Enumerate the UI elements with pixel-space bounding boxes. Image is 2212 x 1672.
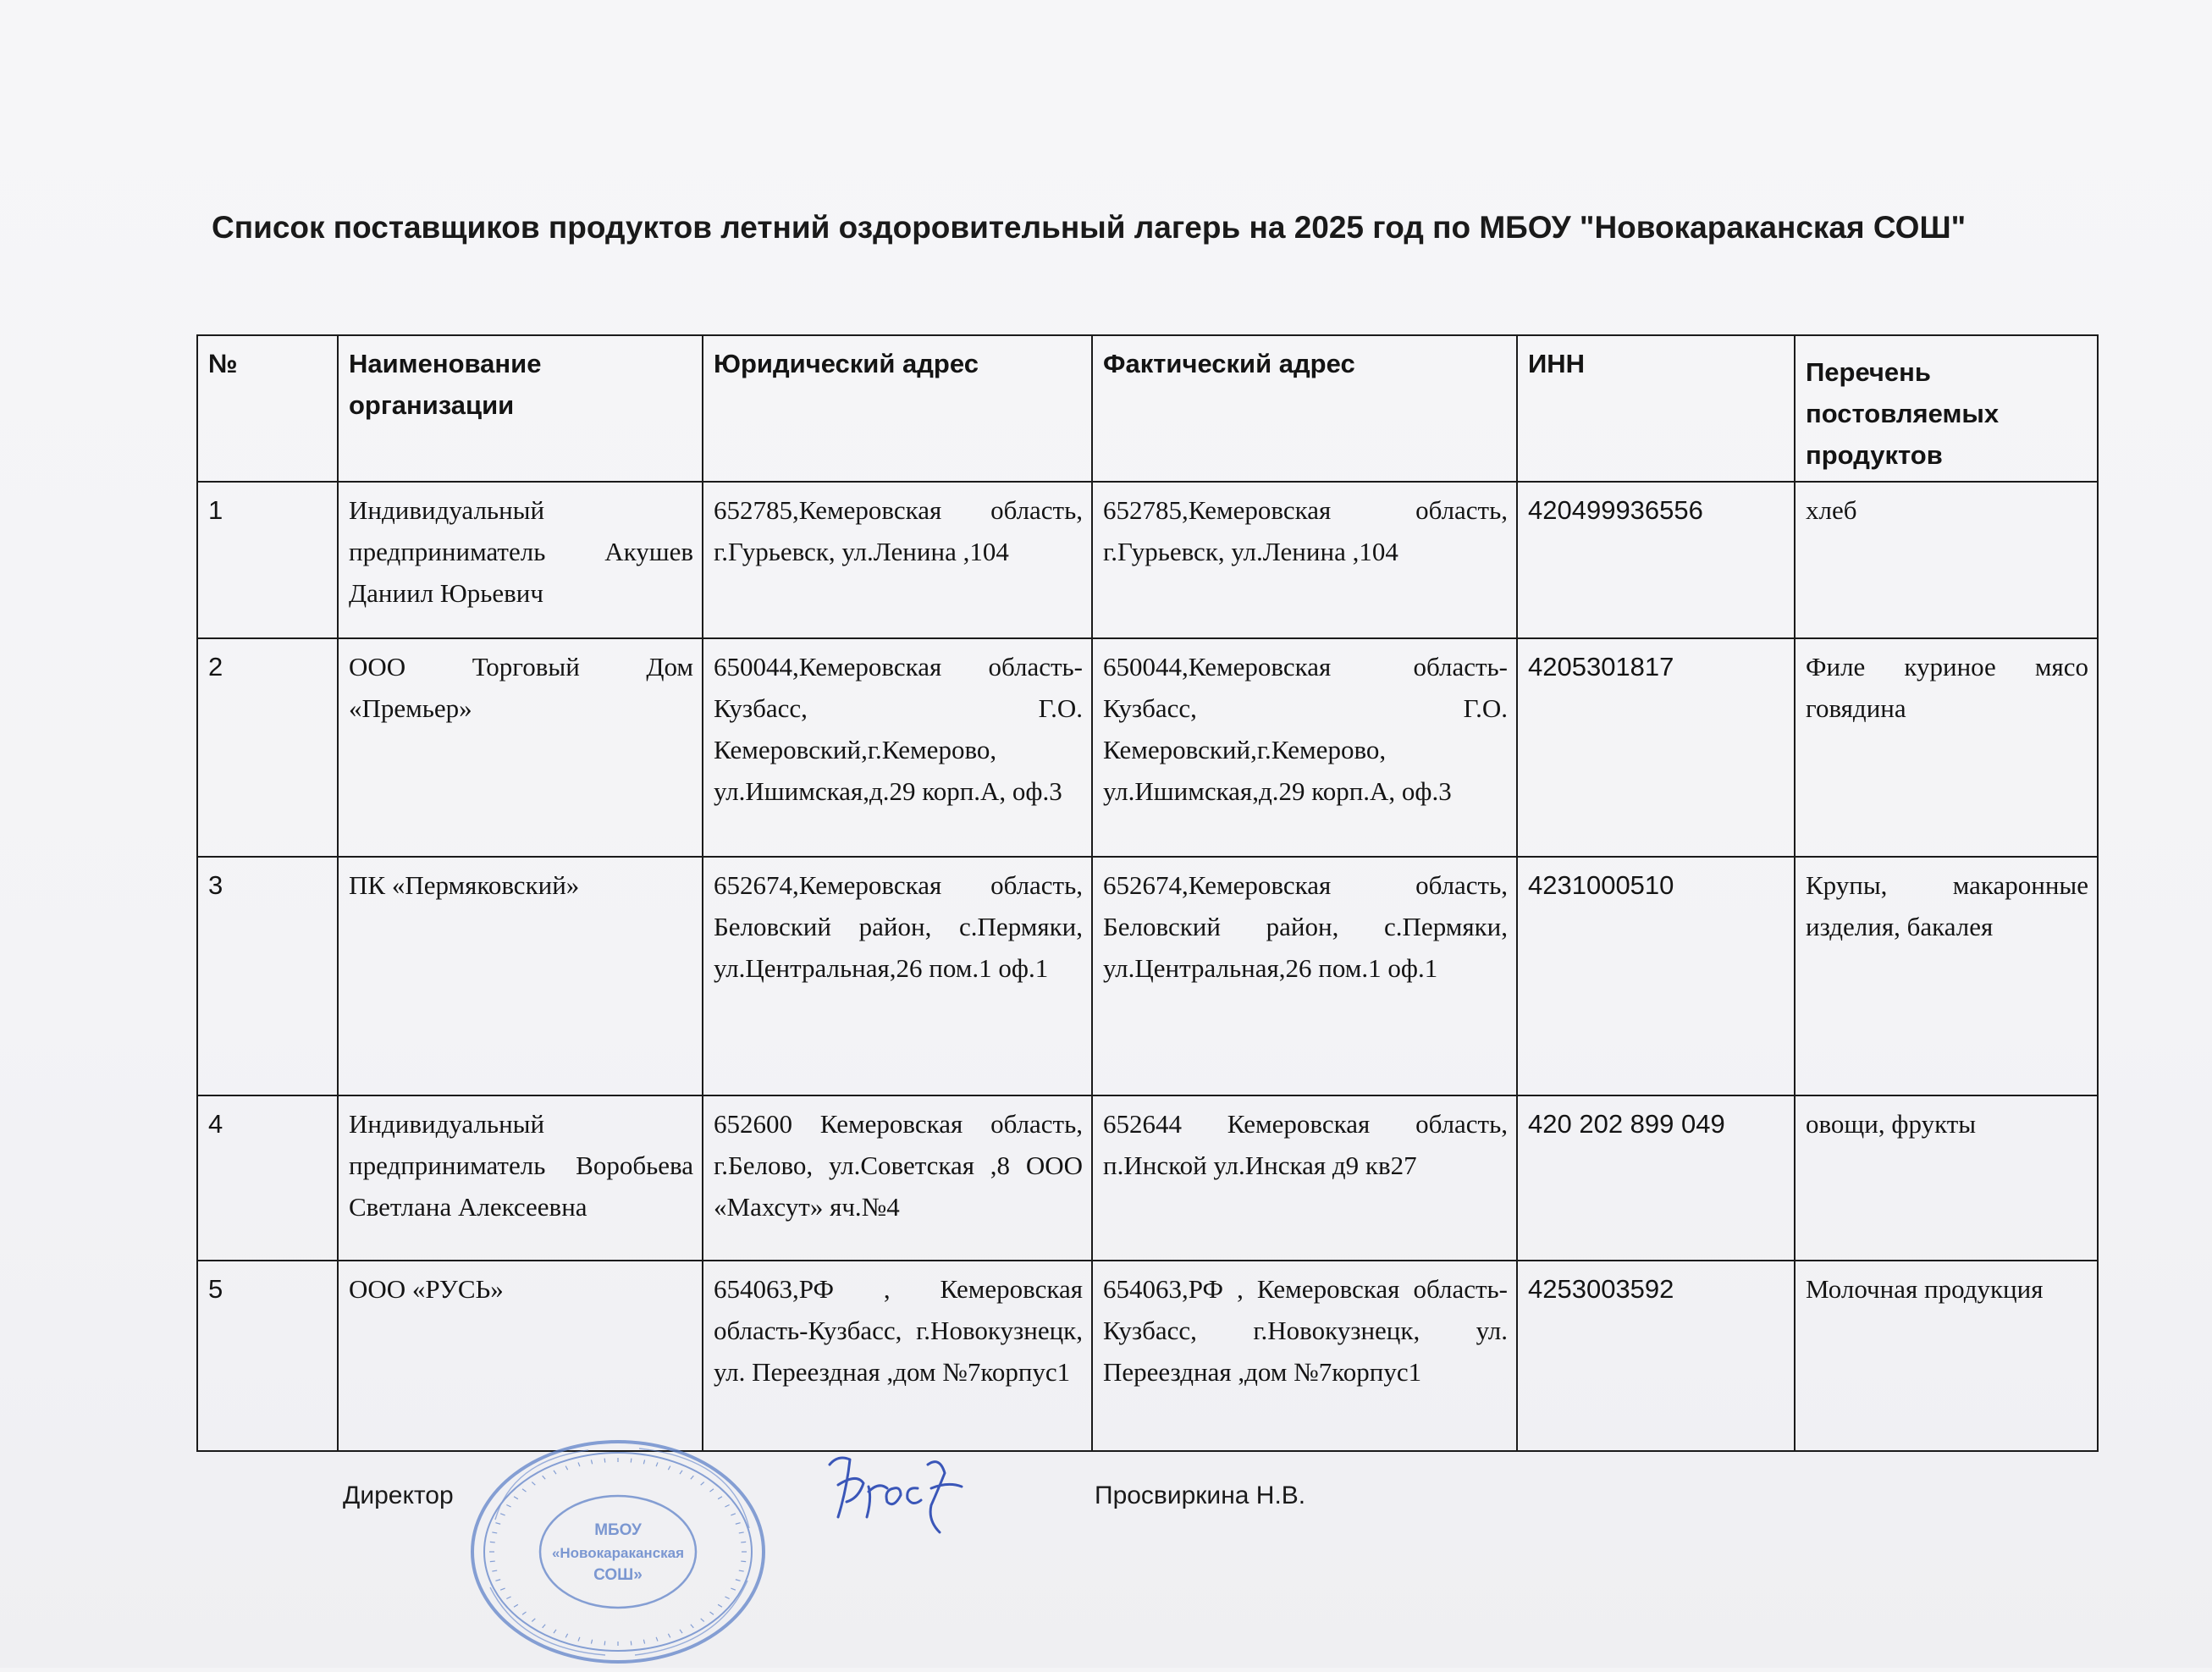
row-inn: 4231000510 bbox=[1517, 857, 1795, 1095]
row-actual-address: 652644 Кемеровская область, п.Инской ул.Инская д9 кв27 bbox=[1092, 1095, 1517, 1261]
table-row bbox=[197, 1095, 2098, 1261]
header-inn: ИНН bbox=[1517, 335, 1795, 482]
row-actual-address: 650044,Кемеровская область-Кузбасс, Г.О. Кемеровский,г.Кемерово, ул.Ишимская,д.29 корп.А, оф.3 bbox=[1092, 638, 1517, 857]
row-num: 4 bbox=[197, 1095, 338, 1261]
row-legal-address: 652785,Кемеровская область, г.Гурьевск, ул.Ленина ,104 bbox=[703, 482, 1092, 638]
row-name: ООО «РУСЬ» bbox=[338, 1261, 703, 1451]
row-num: 1 bbox=[197, 482, 338, 638]
header-products: Перечень постовляемых продуктов bbox=[1795, 335, 2098, 482]
director-name: Просвиркина Н.В. bbox=[1095, 1482, 1306, 1509]
row-products: хлеб bbox=[1795, 482, 2098, 638]
row-actual-address: 654063,РФ , Кемеровская область-Кузбасс, г.Новокузнецк, ул. Переездная ,дом №7корпус1 bbox=[1092, 1261, 1517, 1451]
row-products: овощи, фрукты bbox=[1795, 1095, 2098, 1261]
stamp-line-1: МБОУ bbox=[594, 1521, 642, 1539]
row-name: ПК «Пермяковский» bbox=[338, 857, 703, 1095]
stamp-line-2: «Новокараканская bbox=[551, 1545, 685, 1561]
row-actual-address: 652674,Кемеровская область, Беловский район, с.Пермяки, ул.Центральная,26 пом.1 оф.1 bbox=[1092, 857, 1517, 1095]
row-name: ООО Торговый Дом «Премьер» bbox=[338, 638, 703, 857]
row-products: Крупы, макаронные изделия, бакалея bbox=[1795, 857, 2098, 1095]
table-row bbox=[197, 482, 2098, 638]
row-actual-address: 652785,Кемеровская область, г.Гурьевск, ул.Ленина ,104 bbox=[1092, 482, 1517, 638]
row-name: Индивидуальный предприниматель Акушев Даниил Юрьевич bbox=[338, 482, 703, 638]
row-products: Филе куриное мясо говядина bbox=[1795, 638, 2098, 857]
suppliers-table bbox=[196, 334, 2099, 1452]
director-label: Директор bbox=[343, 1482, 454, 1509]
table-row bbox=[197, 1261, 2098, 1451]
header-name: Наименование организации bbox=[338, 335, 703, 482]
row-legal-address: 652674,Кемеровская область, Беловский район, с.Пермяки, ул.Центральная,26 пом.1 оф.1 bbox=[703, 857, 1092, 1095]
table-header-row bbox=[197, 335, 2098, 482]
row-inn: 420 202 899 049 bbox=[1517, 1095, 1795, 1261]
document-title: Список поставщиков продуктов летний оздоровительный лагерь на 2025 год по МБОУ "Новокараканская СОШ" bbox=[212, 210, 1967, 245]
row-num: 5 bbox=[197, 1261, 338, 1451]
row-inn: 4253003592 bbox=[1517, 1261, 1795, 1451]
official-stamp bbox=[461, 1426, 775, 1672]
header-num: № bbox=[197, 335, 338, 482]
row-inn: 420499936556 bbox=[1517, 482, 1795, 638]
row-legal-address: 650044,Кемеровская область-Кузбасс, Г.О. Кемеровский,г.Кемерово, ул.Ишимская,д.29 корп.А, оф.3 bbox=[703, 638, 1092, 857]
header-actual-address: Фактический адрес bbox=[1092, 335, 1517, 482]
row-inn: 4205301817 bbox=[1517, 638, 1795, 857]
stamp-line-3: СОШ» bbox=[593, 1566, 643, 1584]
row-num: 3 bbox=[197, 857, 338, 1095]
row-legal-address: 654063,РФ , Кемеровская область-Кузбасс, г.Новокузнецк, ул. Переездная ,дом №7корпус1 bbox=[703, 1261, 1092, 1451]
row-name: Индивидуальный предприниматель Воробьева Светлана Алексеевна bbox=[338, 1095, 703, 1261]
row-legal-address: 652600 Кемеровская область, г.Белово, ул.Советская ,8 ООО «Махсут» яч.№4 bbox=[703, 1095, 1092, 1261]
table-row bbox=[197, 857, 2098, 1095]
table-row bbox=[197, 638, 2098, 857]
row-num: 2 bbox=[197, 638, 338, 857]
row-products: Молочная продукция bbox=[1795, 1261, 2098, 1451]
director-signature bbox=[813, 1439, 982, 1549]
header-legal-address: Юридический адрес bbox=[703, 335, 1092, 482]
